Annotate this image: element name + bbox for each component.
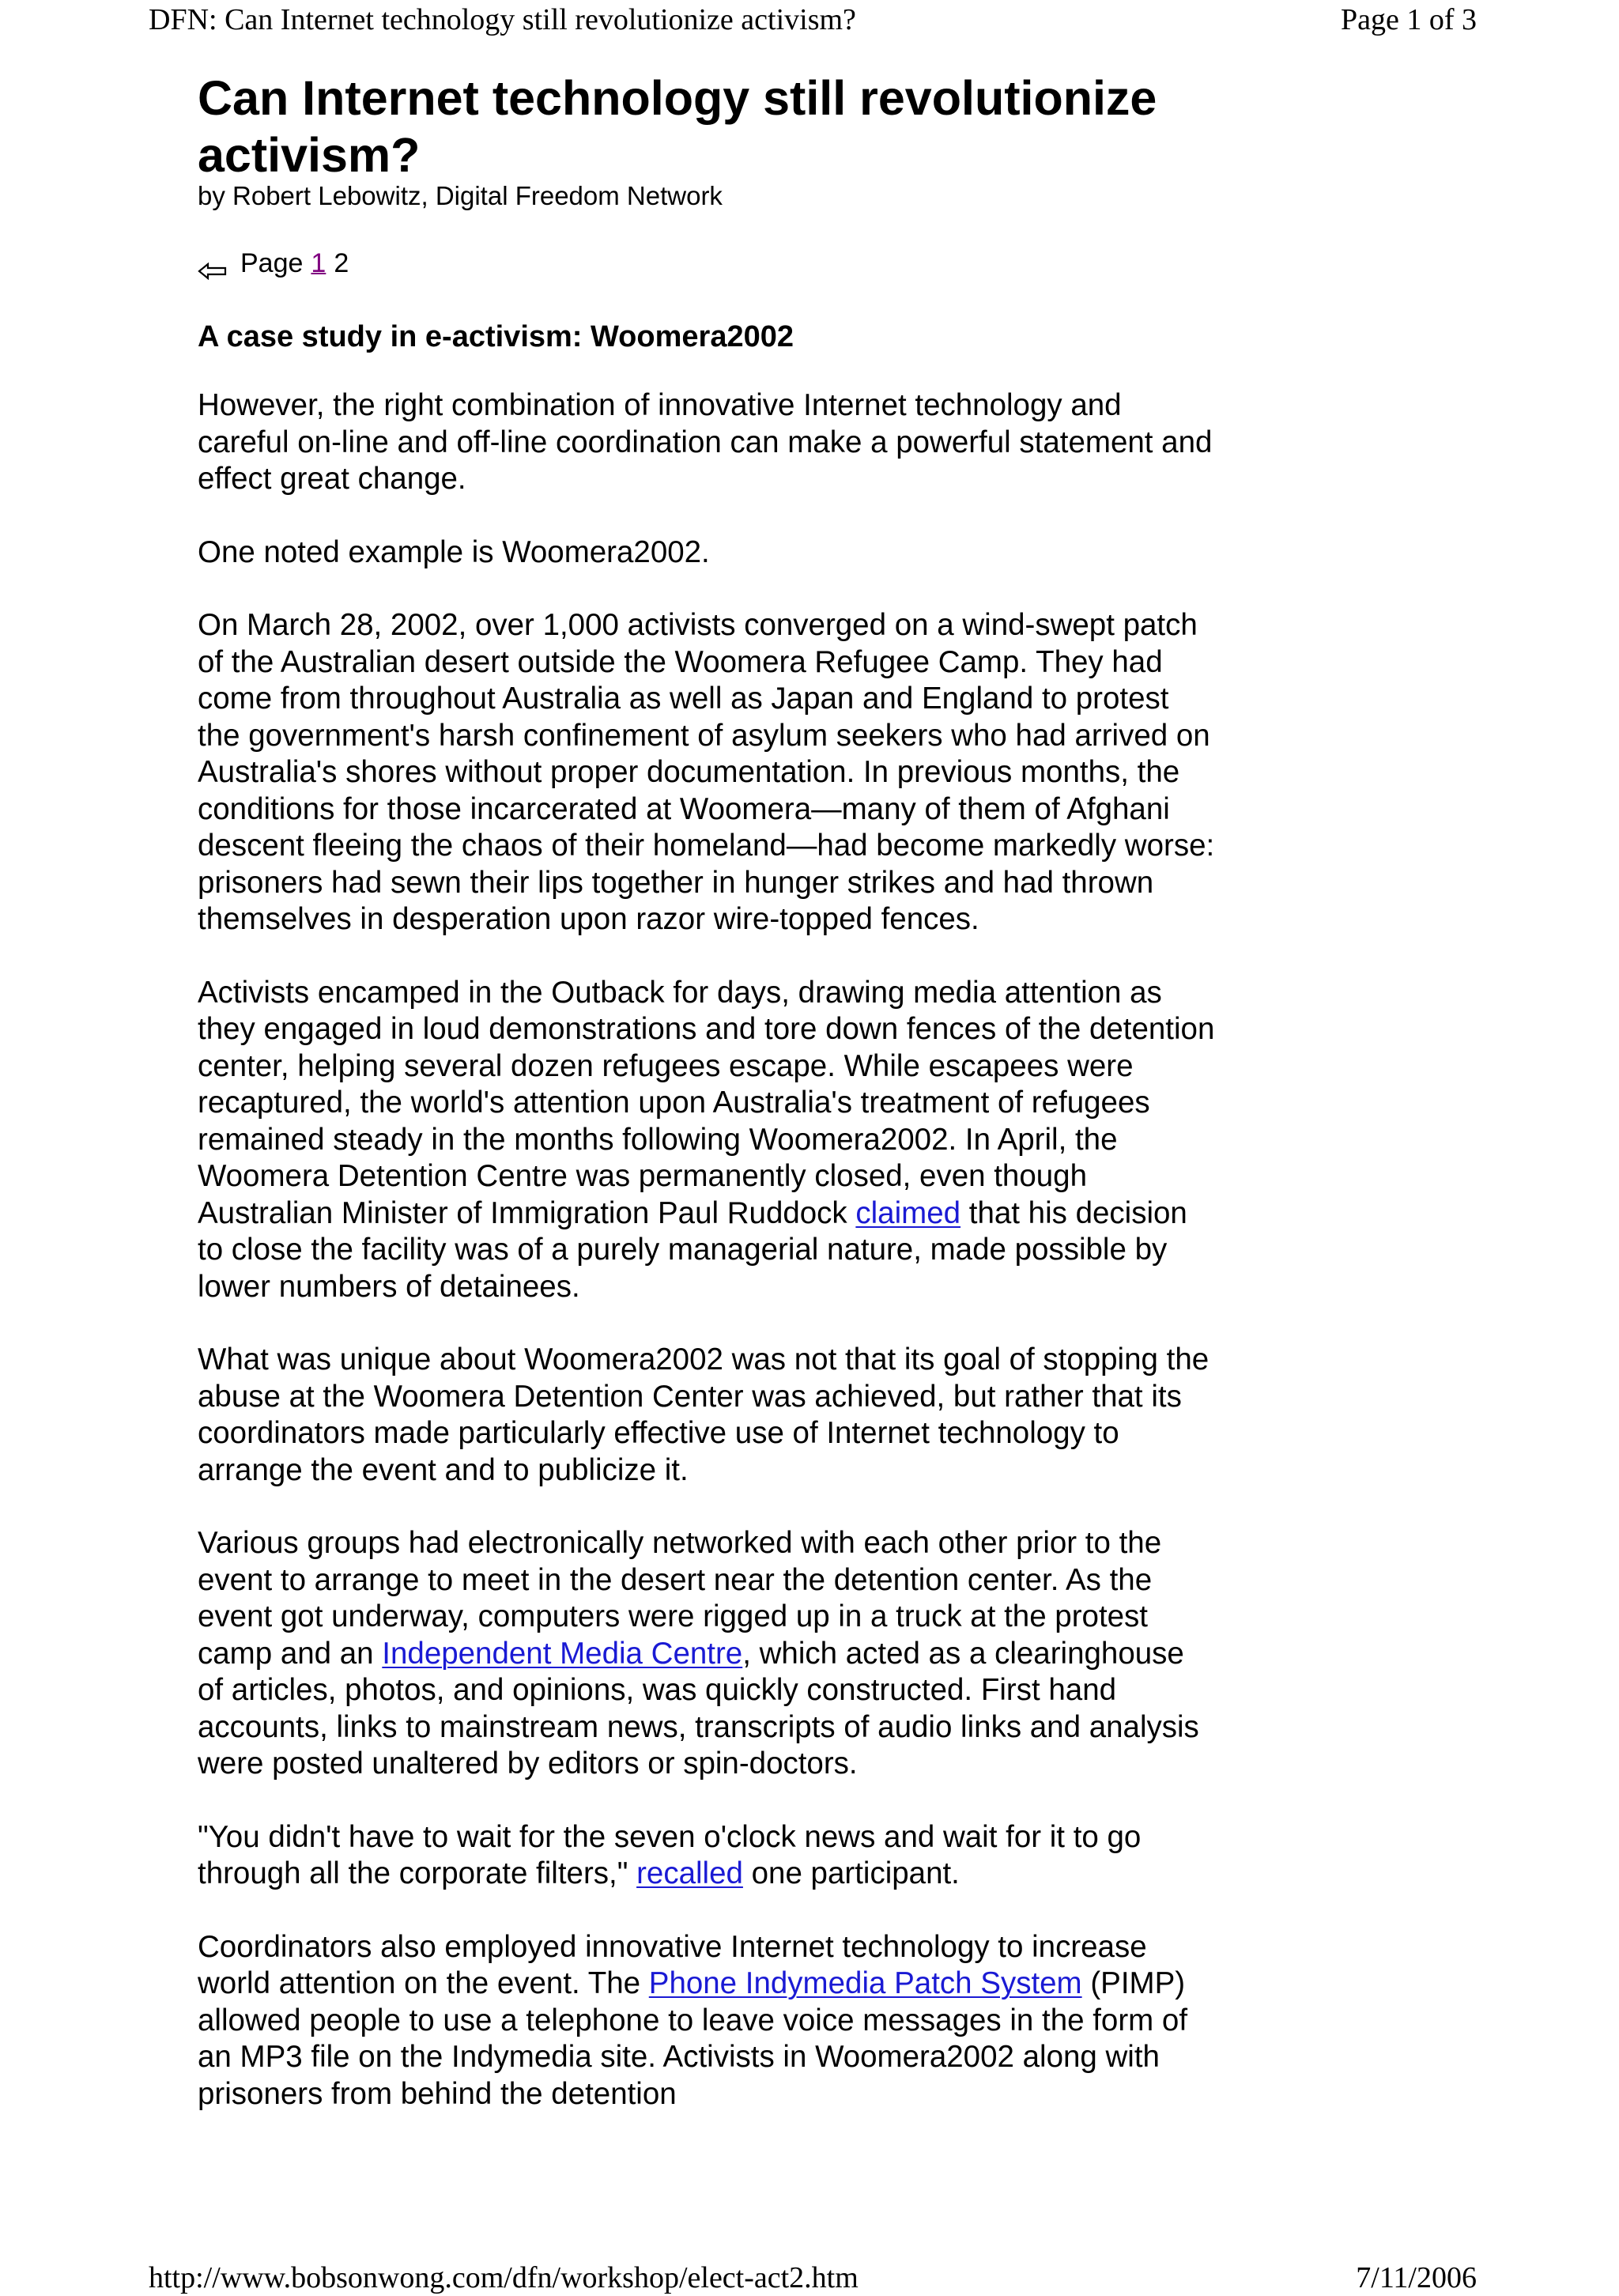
pagination-label: Page xyxy=(240,248,304,278)
print-footer xyxy=(149,2260,1477,2296)
article xyxy=(198,70,1217,2113)
paragraph: One noted example is Woomera2002. xyxy=(198,534,710,569)
paragraph-text: Activists encamped in the Outback for days, drawing media attention as they engaged in loud demonstrations and tore down fences of the detention center, helping several dozen refugees escape. While escapees were recaptured, the world's attention upon Australia's treatment of refugees remained steady in the months following Woomera2002. In April, the Woomera Detention Centre was permanently closed, even though Australian Minister of Immigration Paul Ruddock xyxy=(198,975,1215,1230)
paragraph-text: Coordinators also employed innovative Internet technology to increase world attention on the event. The xyxy=(198,1929,1147,2000)
paragraph xyxy=(198,1525,1217,1783)
paragraph-text: Various groups had electronically networked with each other prior to the event to arrange to meet in the desert near the detention center. As the event got underway, computers were rigged up in a truck at the protest camp and an xyxy=(198,1526,1162,1671)
paragraph-text: , which acted as a clearinghouse of articles, photos, and opinions, was quickly constructed. First hand accounts, links to mainstream news, transcripts of audio links and analysis were posted unaltered by editors or spin-doctors. xyxy=(198,1636,1199,1781)
section-heading: A case study in e-activism: Woomera2002 xyxy=(198,320,794,353)
phone-indymedia-patch-system-link[interactable]: Phone Indymedia Patch System xyxy=(648,1966,1082,2000)
paragraph xyxy=(198,1819,1217,1893)
paragraph-text: "You didn't have to wait for the seven o'clock news and wait for it to go through all the corporate filters," xyxy=(198,1819,1142,1890)
print-header-page-info: Page 1 of 3 xyxy=(1340,3,1477,36)
article-byline: by Robert Lebowitz, Digital Freedom Network xyxy=(198,181,723,210)
paragraph xyxy=(198,1929,1217,2113)
print-footer-url: http://www.bobsonwong.com/dfn/workshop/elect-act2.htm xyxy=(149,2261,859,2294)
recalled-link[interactable]: recalled xyxy=(636,1856,743,1890)
print-footer-date: 7/11/2006 xyxy=(1356,2261,1477,2294)
paragraph-text: (PIMP) allowed people to use a telephone to leave voice messages in the form of an MP3 file on the Indymedia site. Activists in Woomera2002 along with prisoners from behind the detention xyxy=(198,1966,1188,2111)
print-header-title: DFN: Can Internet technology still revolutionize activism? xyxy=(149,3,856,36)
paragraph-text: one participant. xyxy=(742,1856,960,1890)
paragraph: However, the right combination of innovative Internet technology and careful on-line and off-line coordination can make a powerful statement and effect great change. xyxy=(198,388,1213,496)
print-header xyxy=(149,2,1477,38)
article-title: Can Internet technology still revolutionize activism? xyxy=(198,71,1157,182)
paragraph: On March 28, 2002, over 1,000 activists converged on a wind-swept patch of the Australian desert outside the Woomera Refugee Camp. They had come from throughout Australia as well as Japan and England to protest the government's harsh confinement of asylum seekers who had arrived on Australia's shores without proper documentation. In previous months, the conditions for those incarcerated at Woomera—many of them of Afghani descent fleeing the chaos of their homeland—had become markedly worse: prisoners had sewn their lips together in hunger strikes and had thrown themselves in desperation upon razor wire-topped fences. xyxy=(198,608,1215,936)
page-2-link[interactable]: 2 xyxy=(334,248,349,278)
independent-media-centre-link[interactable]: Independent Media Centre xyxy=(382,1636,743,1671)
back-arrow-icon[interactable] xyxy=(198,255,228,272)
page-1-link[interactable]: 1 xyxy=(311,248,326,278)
claimed-link[interactable]: claimed xyxy=(855,1195,961,1230)
paragraph-text: that his decision to close the facility was of a purely managerial nature, made possible by lower numbers of detainees. xyxy=(198,1195,1187,1304)
paragraph: What was unique about Woomera2002 was not that its goal of stopping the abuse at the Woomera Detention Center was achieved, but rather that its coordinators made particularly effective use of Internet technology to arrange the event and to publicize it. xyxy=(198,1342,1210,1487)
pagination xyxy=(198,247,1217,280)
paragraph xyxy=(198,975,1217,1306)
